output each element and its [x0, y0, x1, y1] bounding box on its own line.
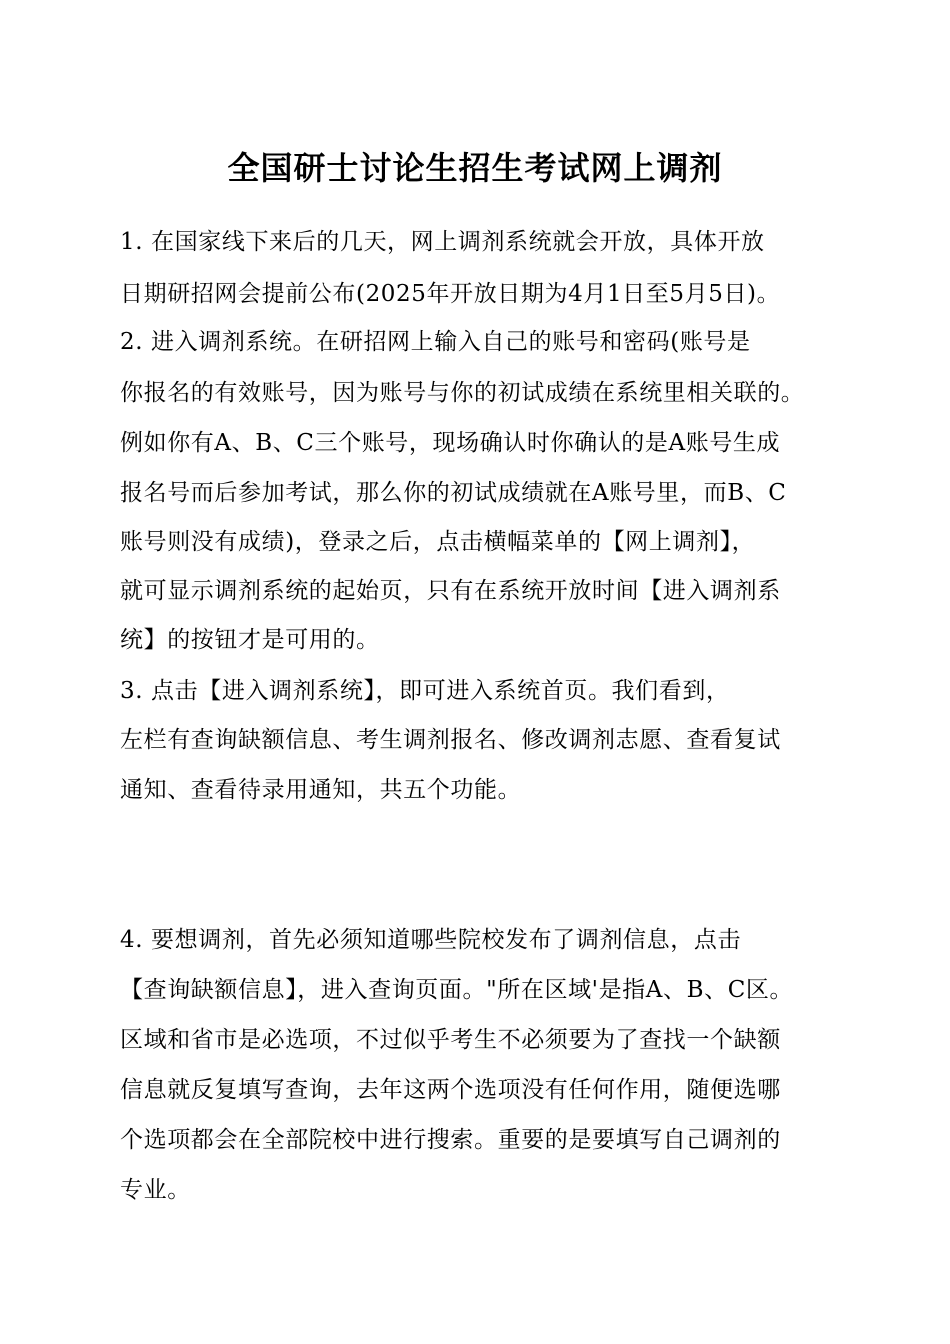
paragraph-4-line-5: 个选项都会在全部院校中进行搜索。重要的是要填写自己调剂的 — [120, 1127, 781, 1153]
paragraph-2-line-2: 你报名的有效账号，因为账号与你的初试成绩在系统里相关联的。 — [120, 380, 805, 406]
paragraph-1-line-2: 日期研招网会提前公布(2025年开放日期为4月1日至5月5日)。 — [120, 281, 781, 307]
paragraph-1-line-1: 1. 在国家线下来后的几天，网上调剂系统就会开放，具体开放 — [120, 229, 765, 255]
paragraph-4-line-1: 4. 要想调剂，首先必须知道哪些院校发布了调剂信息，点击 — [120, 927, 742, 953]
paragraph-2-line-6: 就可显示调剂系统的起始页，只有在系统开放时间【进入调剂系 — [120, 578, 781, 604]
paragraph-2-line-5: 账号则没有成绩)，登录之后，点击横幅菜单的【网上调剂】， — [120, 529, 756, 555]
paragraph-3-line-2: 左栏有查询缺额信息、考生调剂报名、修改调剂志愿、查看复试 — [120, 727, 781, 753]
paragraph-2-line-1: 2. 进入调剂系统。在研招网上输入自己的账号和密码(账号是 — [120, 329, 751, 355]
paragraph-4-line-3: 区域和省市是必选项，不过似乎考生不必须要为了查找一个缺额 — [120, 1027, 781, 1053]
paragraph-4-line-6: 专业。 — [120, 1177, 191, 1203]
paragraph-3-line-1: 3. 点击【进入调剂系统】，即可进入系统首页。我们看到， — [120, 678, 730, 704]
paragraph-4-line-2: 【查询缺额信息】，进入查询页面。"所在区域'是指A、B、C区。 — [120, 977, 794, 1003]
paragraph-2-line-4: 报名号而后参加考试，那么你的初试成绩就在A账号里，而B、C — [120, 480, 787, 506]
document-title: 全国研士讨论生招生考试网上调剂 — [227, 149, 723, 187]
paragraph-2-line-7: 统】的按钮才是可用的。 — [120, 627, 380, 653]
paragraph-4-line-4: 信息就反复填写查询，去年这两个选项没有任何作用，随便选哪 — [120, 1077, 781, 1103]
paragraph-3-line-3: 通知、查看待录用通知，共五个功能。 — [120, 777, 522, 803]
paragraph-2-line-3: 例如你有A、B、C三个账号，现场确认时你确认的是A账号生成 — [120, 430, 781, 456]
